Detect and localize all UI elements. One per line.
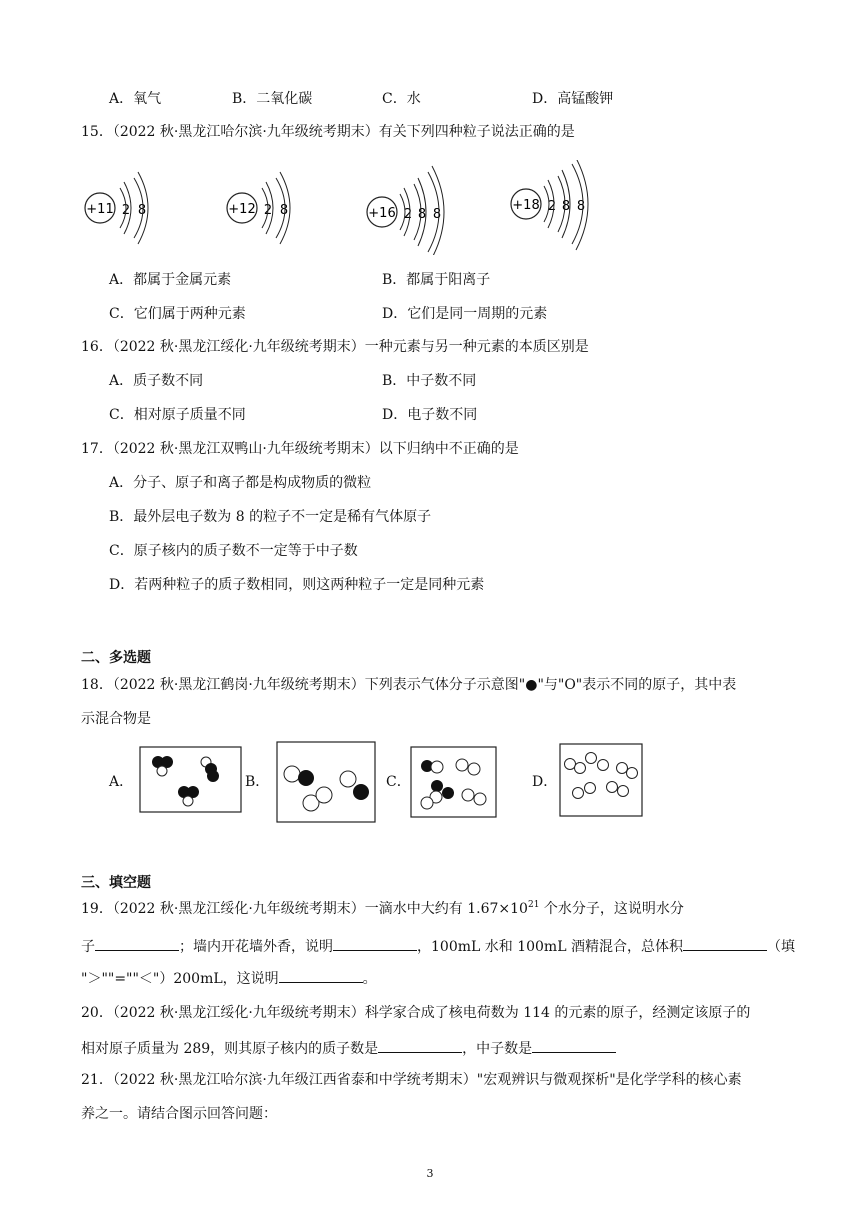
page-number: 3	[426, 1167, 434, 1180]
q19-blank-1[interactable]	[95, 936, 179, 951]
q19-line-1-text-a: 19．（2022 秋·黑龙江绥化·九年级统考期末）一滴水中大约有 1.67×10	[81, 901, 528, 917]
atom-1-nucleus: +11	[86, 202, 114, 217]
q20-line-2-text-b: ，中子数是	[462, 1041, 533, 1057]
q15-stem: 15．（2022 秋·黑龙江哈尔滨·九年级统考期末）有关下列四种粒子说法正确的是	[81, 124, 575, 140]
molecule-box-b	[277, 742, 375, 822]
q16-option-a: A．质子数不同	[109, 373, 204, 389]
atom-2-nucleus: +12	[228, 202, 256, 217]
molecule-box-a	[140, 747, 241, 812]
section-heading-multiple-choice: 二、多选题	[81, 650, 151, 666]
q16-stem: 16．（2022 秋·黑龙江绥化·九年级统考期末）一种元素与另一种元素的本质区别是	[81, 339, 589, 355]
q18-stem-line-2: 示混合物是	[81, 711, 151, 727]
q19-blank-4[interactable]	[279, 968, 363, 983]
atom-3-nucleus: +16	[368, 206, 396, 221]
q18-label-b: B．	[245, 774, 270, 790]
q19-line-3-text-b: 。	[362, 971, 377, 987]
q15-option-a: A．都属于金属元素	[109, 272, 232, 288]
q18-label-d: D．	[532, 774, 558, 790]
q15-option-b: B．都属于阳离子	[382, 272, 491, 288]
q20-line-2-text-a: 相对原子质量为 289，则其原子核内的质子数是	[81, 1041, 379, 1057]
q15-option-d: D．它们是同一周期的元素	[382, 306, 548, 322]
q16-option-c: C．相对原子质量不同	[109, 407, 246, 423]
q15-option-c: C．它们属于两种元素	[109, 306, 246, 322]
q20-line-1: 20．（2022 秋·黑龙江绥化·九年级统考期末）科学家合成了核电荷数为 114 的元素的原子，经测定该原子的	[81, 1005, 751, 1021]
atom-3-shell-2: 8	[417, 207, 427, 222]
atom-diagram-1	[85, 172, 148, 244]
q17-option-a: A．分子、原子和离子都是构成物质的微粒	[109, 475, 372, 491]
q21-line-1: 21．（2022 秋·黑龙江哈尔滨·九年级江西省泰和中学统考期末）"宏观辨识与微观探析"是化学学科的核心素	[81, 1072, 742, 1088]
q19-line-2-text-c: ，100mL 水和 100mL 酒精混合，总体积	[417, 939, 683, 955]
q14-option-c: C．水	[382, 91, 421, 107]
q19-blank-3[interactable]	[683, 936, 767, 951]
atom-3-shell-1: 2	[403, 207, 413, 222]
q21-line-2: 养之一。请结合图示回答问题：	[81, 1106, 277, 1122]
q16-option-b: B．中子数不同	[382, 373, 477, 389]
q17-option-c: C．原子核内的质子数不一定等于中子数	[109, 543, 358, 559]
molecule-diagrams	[0, 735, 860, 825]
atom-2-shell-2: 8	[279, 203, 289, 218]
atom-structure-diagrams	[80, 160, 640, 255]
q18-stem-line-1: 18．（2022 秋·黑龙江鹤岗·九年级统考期末）下列表示气体分子示意图"●"与"O"表示不同的原子，其中表	[81, 677, 737, 693]
q19-line-2-text-a: 子	[81, 939, 95, 955]
q19-line-2-text-b: ；墙内开花墙外香，说明	[179, 939, 333, 955]
q19-line-1	[81, 900, 684, 918]
atom-diagram-2	[227, 172, 290, 244]
q19-line-3	[81, 968, 377, 988]
atom-4-shell-2: 8	[561, 199, 571, 214]
atom-2-shell-1: 2	[263, 203, 273, 218]
q19-exponent: 21	[527, 900, 540, 910]
q20-line-2	[81, 1038, 616, 1058]
q20-blank-1[interactable]	[378, 1038, 462, 1053]
molecule-box-c	[411, 747, 496, 817]
atom-diagram-3	[367, 166, 444, 255]
atom-4-shell-3: 8	[576, 199, 586, 214]
molecule-box-d	[560, 744, 642, 816]
q17-stem: 17．（2022 秋·黑龙江双鸭山·九年级统考期末）以下归纳中不正确的是	[81, 441, 519, 457]
section-heading-fill-in: 三、填空题	[81, 875, 151, 891]
q18-label-a: A．	[109, 774, 134, 790]
q17-option-d: D．若两种粒子的质子数相同，则这两种粒子一定是同种元素	[109, 577, 485, 593]
q19-line-2-text-d: （填	[766, 939, 795, 955]
q16-option-d: D．电子数不同	[382, 407, 478, 423]
q19-line-2	[81, 936, 795, 956]
q17-option-b: B．最外层电子数为 8 的粒子不一定是稀有气体原子	[109, 509, 432, 525]
q14-option-a: A．氧气	[109, 91, 162, 107]
atom-diagram-4	[511, 160, 588, 250]
atom-4-shell-1: 2	[547, 199, 557, 214]
atom-3-shell-3: 8	[432, 207, 442, 222]
q18-label-c: C．	[386, 774, 411, 790]
q20-blank-2[interactable]	[532, 1038, 616, 1053]
q19-line-1-text-b: 个水分子，这说明水分	[539, 901, 684, 917]
q14-option-d: D．高锰酸钾	[532, 91, 614, 107]
atom-1-shell-2: 8	[137, 203, 147, 218]
atom-4-nucleus: +18	[512, 198, 540, 213]
q19-line-3-text-a: "＞""=""＜"）200mL，这说明	[81, 971, 279, 987]
q19-blank-2[interactable]	[333, 936, 417, 951]
atom-1-shell-1: 2	[121, 203, 131, 218]
q14-option-b: B．二氧化碳	[232, 91, 313, 107]
